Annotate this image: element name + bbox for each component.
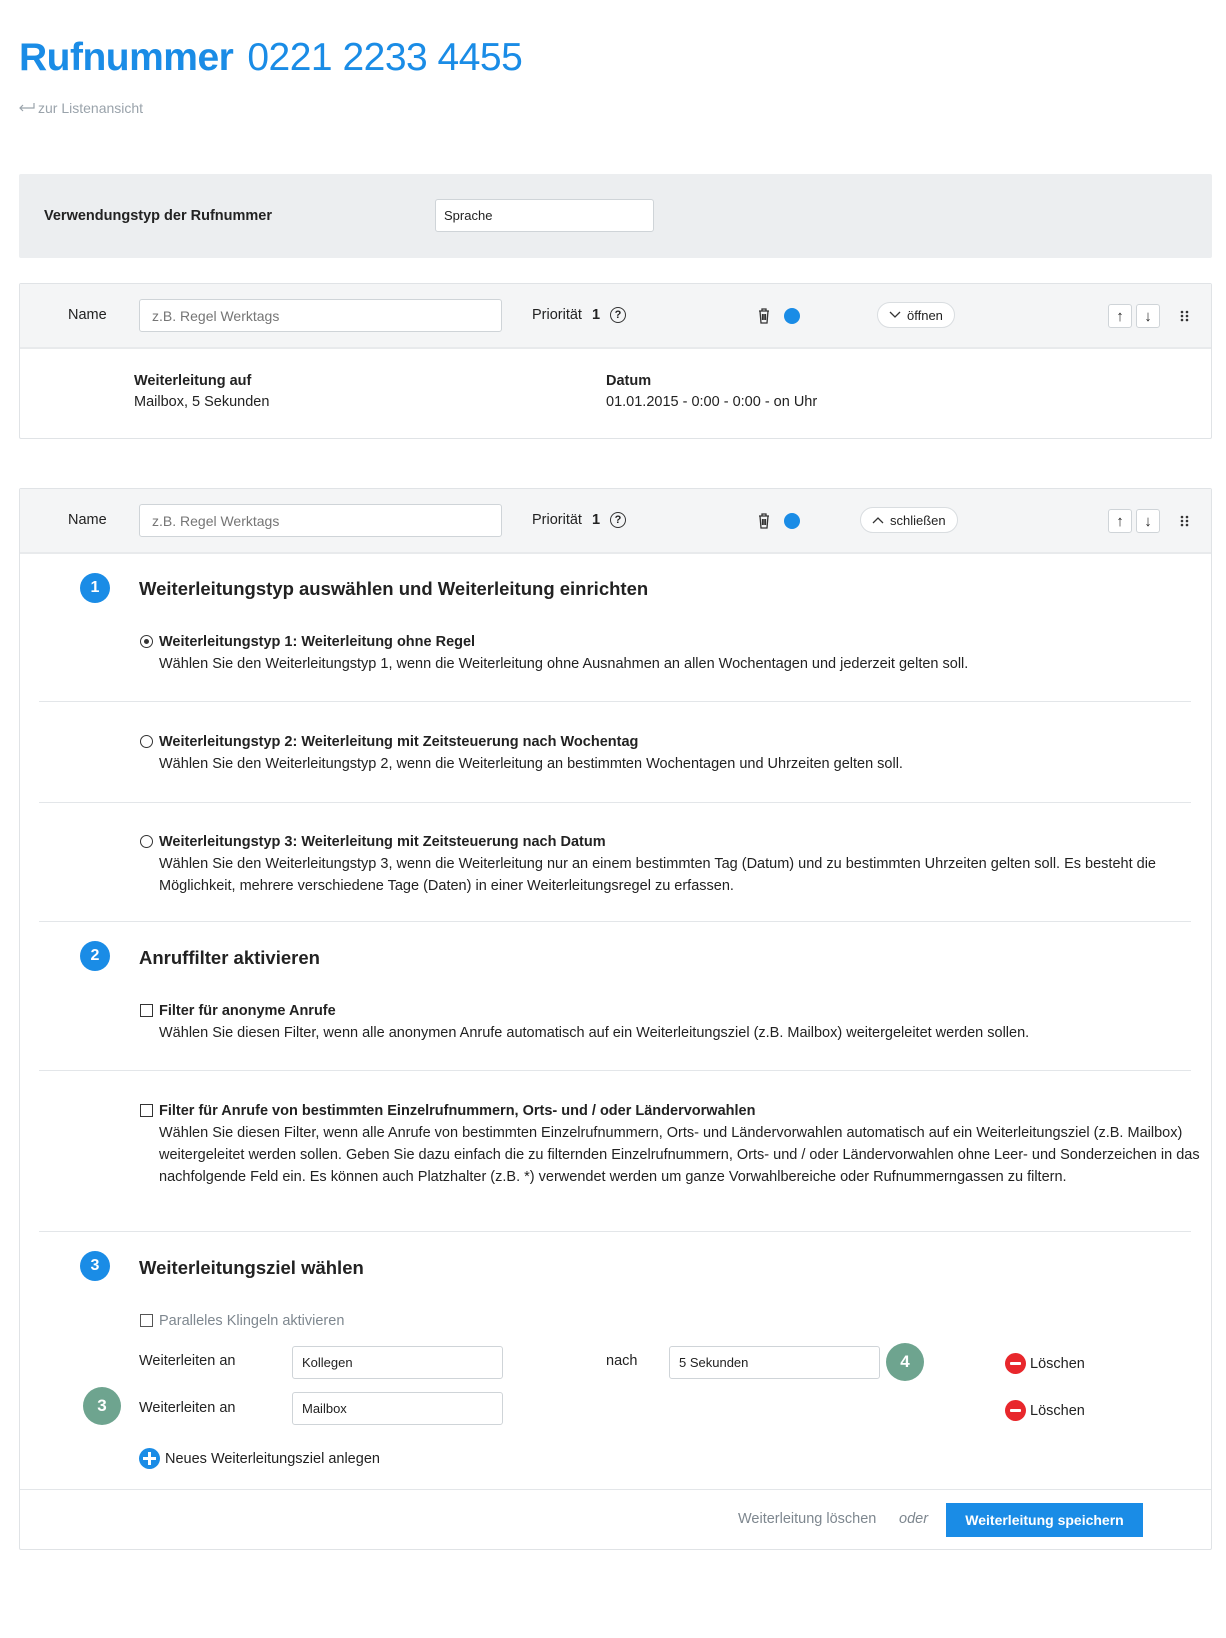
forward-summary xyxy=(134,371,269,413)
option-description: Wählen Sie den Weiterleitungstyp 2, wenn die Weiterleitung an bestimmten Wochentagen und Uhrzeiten gelten soll. xyxy=(159,756,903,772)
priority xyxy=(532,307,626,323)
section-title-forward-type: Weiterleitungstyp auswählen und Weiterleitung einrichten xyxy=(139,578,649,599)
section-title-call-filter: Anruffilter aktivieren xyxy=(139,947,320,968)
rule-name-input[interactable] xyxy=(139,299,502,332)
delete-forwarding-link[interactable]: Weiterleitung löschen xyxy=(738,1511,877,1527)
name-label: Name xyxy=(68,307,107,323)
divider xyxy=(39,1070,1191,1071)
forward-value: Mailbox, 5 Sekunden xyxy=(134,394,270,410)
parallel-ringing-option[interactable] xyxy=(140,1310,1200,1332)
drag-handle-icon[interactable] xyxy=(1180,310,1190,322)
step-number-1: 1 xyxy=(80,573,110,603)
parallel-ringing-label: Paralleles Klingeln aktivieren xyxy=(159,1313,345,1329)
usage-type-panel xyxy=(19,174,1212,258)
forward-target-select-2[interactable]: Mailbox xyxy=(292,1392,503,1425)
move-down-button[interactable]: ↓ xyxy=(1136,509,1160,533)
divider xyxy=(39,701,1191,702)
plus-circle-icon xyxy=(139,1448,160,1469)
chevron-up-icon xyxy=(872,516,884,524)
status-dot xyxy=(784,308,800,324)
option-title: Filter für anonyme Anrufe xyxy=(159,1003,336,1019)
forward-type-option-3[interactable] xyxy=(140,831,1200,897)
checkbox-parallel-ringing[interactable] xyxy=(140,1314,153,1327)
or-label: oder xyxy=(899,1511,929,1527)
option-description: Wählen Sie den Weiterleitungstyp 1, wenn die Weiterleitung ohne Ausnahmen an allen Wochentagen und jederzeit gelten soll. xyxy=(159,656,969,672)
step-number-2: 2 xyxy=(80,941,110,971)
add-target-label: Neues Weiterleitungsziel anlegen xyxy=(165,1450,380,1467)
back-to-list-link[interactable] xyxy=(18,100,143,116)
rule-header xyxy=(20,284,1211,349)
page-title-label: Rufnummer xyxy=(19,36,234,79)
date-summary xyxy=(606,371,817,413)
divider xyxy=(39,1231,1191,1232)
rule-footer xyxy=(20,1489,1211,1549)
move-down-button[interactable]: ↓ xyxy=(1136,304,1160,328)
section-title-forward-target: Weiterleitungsziel wählen xyxy=(139,1257,364,1278)
forward-target-select-1[interactable]: Kollegen xyxy=(292,1346,503,1379)
chevron-down-icon xyxy=(889,311,901,319)
divider xyxy=(39,802,1191,803)
save-forwarding-button[interactable]: Weiterleitung speichern xyxy=(946,1503,1143,1537)
date-label: Datum xyxy=(606,373,652,389)
minus-circle-icon xyxy=(1005,1400,1026,1421)
forward-type-option-1[interactable] xyxy=(140,631,1200,675)
date-value: 01.01.2015 - 0:00 - 0:00 - on Uhr xyxy=(606,394,818,410)
option-title: Weiterleitungstyp 1: Weiterleitung ohne Regel xyxy=(159,634,476,650)
divider xyxy=(39,921,1191,922)
option-description: Wählen Sie diesen Filter, wenn alle anonymen Anrufe automatisch auf ein Weiterleitungsziel (z.B. Mailbox) weitergeleitet werden sollen. xyxy=(159,1025,1030,1041)
filter-numbers-option[interactable] xyxy=(140,1100,1200,1188)
rule-card-expanded xyxy=(19,488,1212,1550)
close-toggle-label: schließen xyxy=(890,512,946,528)
delete-label: Löschen xyxy=(1030,1355,1085,1372)
return-arrow-icon xyxy=(18,102,35,114)
reorder-buttons xyxy=(1108,304,1160,328)
trash-icon[interactable] xyxy=(756,307,772,325)
option-title: Filter für Anrufe von bestimmten Einzelrufnummern, Orts- und / oder Ländervorwahlen xyxy=(159,1103,756,1119)
help-icon[interactable]: ? xyxy=(610,512,626,528)
delay-select[interactable]: 5 Sekunden xyxy=(669,1346,880,1379)
after-label: nach xyxy=(606,1353,638,1369)
move-up-button[interactable]: ↑ xyxy=(1108,509,1132,533)
usage-type-label: Verwendungstyp der Rufnummer xyxy=(44,208,273,224)
trash-icon[interactable] xyxy=(756,512,772,530)
forward-type-option-2[interactable] xyxy=(140,731,1200,775)
move-up-button[interactable]: ↑ xyxy=(1108,304,1132,328)
priority-value: 1 xyxy=(591,307,601,323)
back-link-label: zur Listenansicht xyxy=(38,100,144,116)
delete-target-button-1[interactable] xyxy=(1005,1353,1085,1374)
option-description: Wählen Sie diesen Filter, wenn alle Anrufe von bestimmten Einzelrufnummern, Orts- und Ländervorwahlen automatisch auf ein Weiterleitungsziel (z.B. Mailbox) weitergeleitet werden sollen. Geben Sie dazu einfach die zu filternden Einzelrufnummern, Orts- und / oder Ländervorwahlen ohne Leer- und Sonderzeichen in das nachfolgende Feld ein. Es können auch Platzhalter (z.B. *) verwendet werden um ganze Vorwahlbereiche oder Rufnummerngassen zu filtern. xyxy=(159,1125,1200,1185)
annotation-badge-4: 4 xyxy=(886,1343,924,1381)
forward-label: Weiterleitung auf xyxy=(134,373,252,389)
option-description: Wählen Sie den Weiterleitungstyp 3, wenn die Weiterleitung nur an einem bestimmten Tag (Datum) und zu bestimmten Uhrzeiten gelten soll. Es besteht die Möglichkeit, mehrere verschiedene Tage (Daten) in einer Weiterleitungsregel zu erfassen. xyxy=(159,856,1156,894)
rule-header xyxy=(20,489,1211,554)
add-forward-target-button[interactable] xyxy=(139,1448,380,1469)
option-title: Weiterleitungstyp 2: Weiterleitung mit Zeitsteuerung nach Wochentag xyxy=(159,734,639,750)
delete-label: Löschen xyxy=(1030,1402,1085,1419)
drag-handle-icon[interactable] xyxy=(1180,515,1190,527)
forward-to-label: Weiterleiten an xyxy=(139,1400,236,1416)
reorder-buttons xyxy=(1108,509,1160,533)
annotation-badge-3: 3 xyxy=(83,1387,121,1425)
filter-anonymous-option[interactable] xyxy=(140,1000,1200,1044)
page-title xyxy=(19,36,522,80)
priority-label: Priorität xyxy=(532,512,582,528)
usage-type-select[interactable]: Sprache xyxy=(435,199,654,232)
open-toggle-label: öffnen xyxy=(907,307,943,323)
rule-name-input[interactable] xyxy=(139,504,502,537)
priority-value: 1 xyxy=(591,512,601,528)
option-title: Weiterleitungstyp 3: Weiterleitung mit Zeitsteuerung nach Datum xyxy=(159,834,606,850)
minus-circle-icon xyxy=(1005,1353,1026,1374)
rule-card-collapsed xyxy=(19,283,1212,439)
step-number-3: 3 xyxy=(80,1251,110,1281)
forward-to-label: Weiterleiten an xyxy=(139,1353,236,1369)
close-toggle-button[interactable] xyxy=(860,507,958,533)
open-toggle-button[interactable] xyxy=(877,302,955,328)
delete-target-button-2[interactable] xyxy=(1005,1400,1085,1421)
help-icon[interactable]: ? xyxy=(610,307,626,323)
status-dot xyxy=(784,513,800,529)
name-label: Name xyxy=(68,512,107,528)
priority xyxy=(532,512,626,528)
priority-label: Priorität xyxy=(532,307,582,323)
phone-number: 0221 2233 4455 xyxy=(247,36,523,79)
